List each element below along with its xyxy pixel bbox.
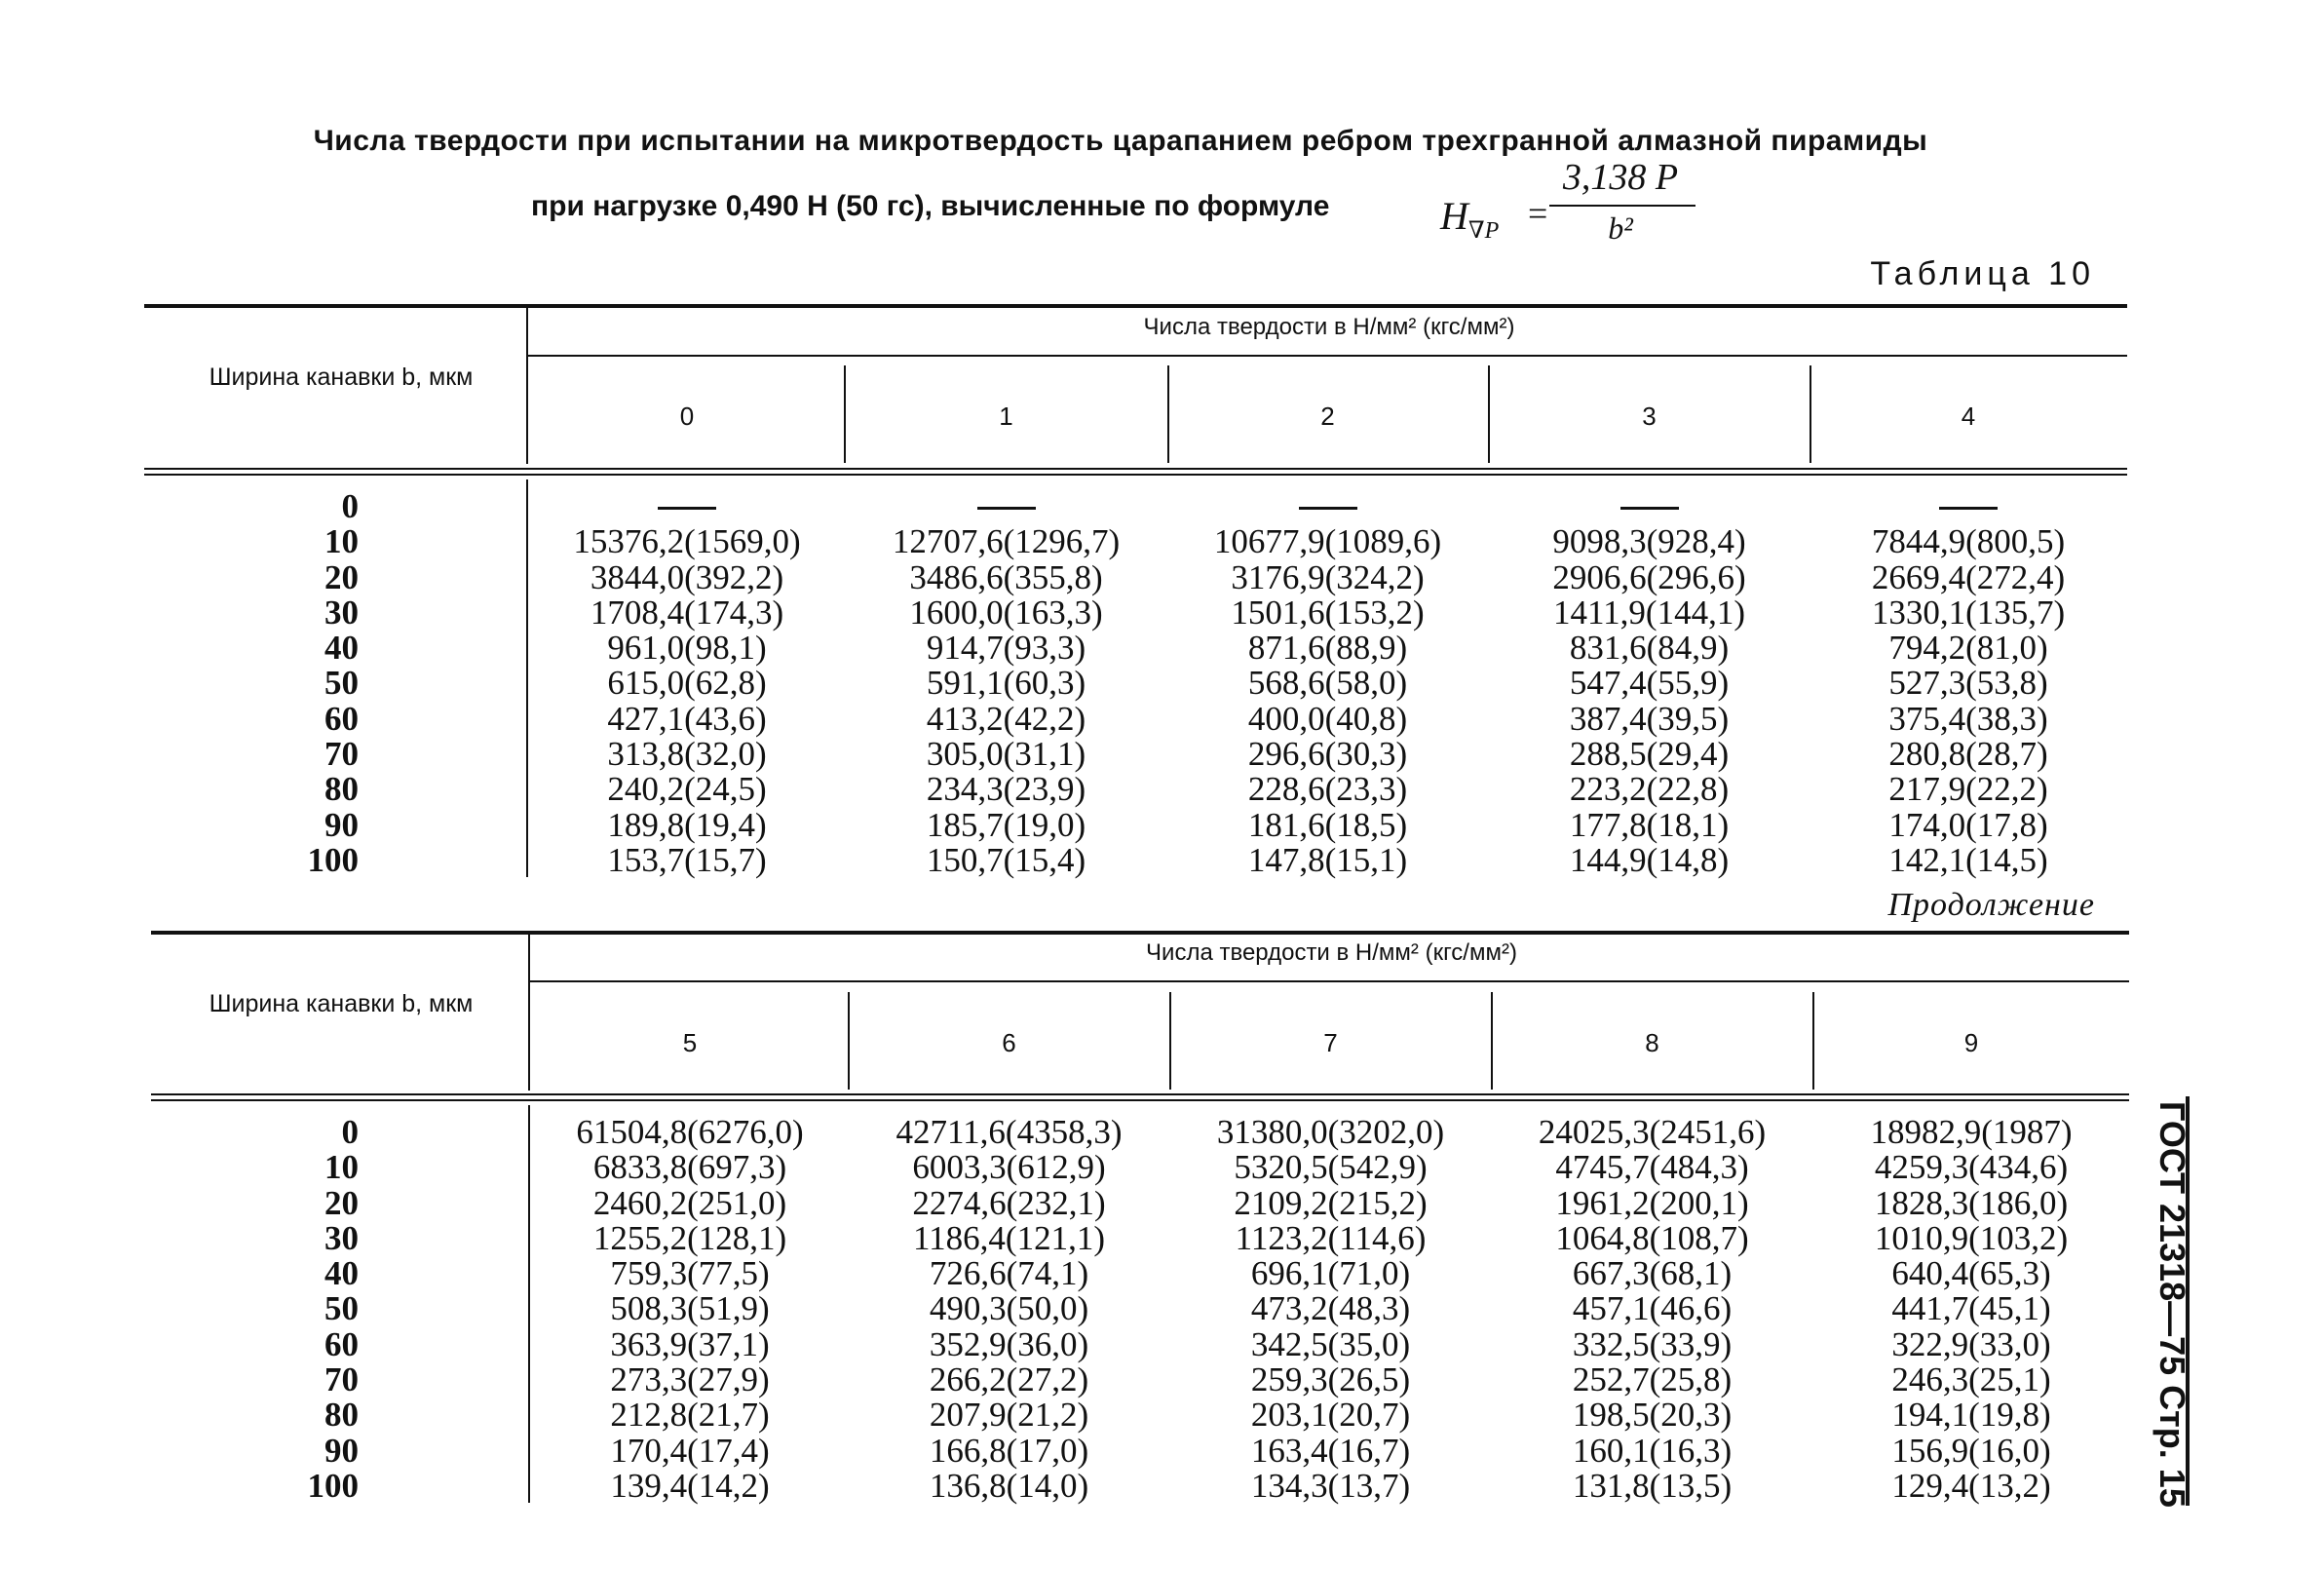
table-cell: 223,2(22,8) xyxy=(1569,770,1730,809)
table2-col-divider xyxy=(848,992,850,1090)
table-cell: 2109,2(215,2) xyxy=(1234,1183,1428,1222)
table-cell: 322,9(33,0) xyxy=(1891,1324,2051,1363)
table-cell: 203,1(20,7) xyxy=(1250,1396,1411,1435)
row-label: 100 xyxy=(307,1466,359,1505)
table1-header-rule xyxy=(144,468,2127,470)
formula-subscript: ∇P xyxy=(1467,218,1500,244)
table-cell: 726,6(74,1) xyxy=(929,1254,1089,1293)
table-cell: 413,2(42,2) xyxy=(926,699,1086,738)
table-cell: 831,6(84,9) xyxy=(1569,629,1730,668)
row-label: 80 xyxy=(324,770,359,809)
table-cell: 1961,2(200,1) xyxy=(1555,1183,1749,1222)
table2-col-divider xyxy=(1491,992,1493,1090)
table-cell: 61504,8(6276,0) xyxy=(576,1113,804,1151)
table1-header-rule xyxy=(144,474,2127,476)
table-cell: 207,9(21,2) xyxy=(929,1396,1089,1435)
table-cell: 131,8(13,5) xyxy=(1572,1466,1733,1505)
table-cell: 129,4(13,2) xyxy=(1891,1466,2051,1505)
table-cell: 7844,9(800,5) xyxy=(1871,522,2066,561)
row-label: 40 xyxy=(324,1254,359,1293)
table2-top-rule xyxy=(151,931,2129,935)
table-cell: 527,3(53,8) xyxy=(1888,664,2048,703)
table2-col-divider xyxy=(1812,992,1814,1090)
table-cell: 142,1(14,5) xyxy=(1888,840,2048,879)
table1-col-divider xyxy=(844,365,846,463)
table2-col-header: 7 xyxy=(1323,1028,1338,1057)
table-number: Таблица 10 xyxy=(1870,255,2095,292)
table-cell: 234,3(23,9) xyxy=(926,770,1086,809)
table-cell: 228,6(23,3) xyxy=(1247,770,1408,809)
table1-data-column xyxy=(1169,489,1486,878)
row-label: 100 xyxy=(307,840,359,879)
table-cell: 10677,9(1089,6) xyxy=(1213,522,1442,561)
table1-stub-divider xyxy=(526,306,528,464)
table-cell: 473,2(48,3) xyxy=(1250,1289,1411,1328)
page-subtitle: при нагрузке 0,490 Н (50 гс), вычисленные по формуле xyxy=(531,190,1330,222)
table-cell: 9098,3(928,4) xyxy=(1552,522,1746,561)
table-cell: 212,8(21,7) xyxy=(610,1396,770,1435)
table1-col-header: 0 xyxy=(679,402,695,431)
row-label: 30 xyxy=(324,1218,359,1257)
table2-data-column xyxy=(1172,1115,1489,1504)
table-cell: 177,8(18,1) xyxy=(1569,805,1730,844)
table1-data-column xyxy=(531,489,843,878)
table-cell: 696,1(71,0) xyxy=(1250,1254,1411,1293)
row-label: 90 xyxy=(324,805,359,844)
table-cell: 794,2(81,0) xyxy=(1888,629,2048,668)
table2-data-column xyxy=(1494,1115,1810,1504)
table-cell: 1600,0(163,3) xyxy=(909,593,1103,632)
table1-col-divider xyxy=(1810,365,1811,463)
table-cell: 1255,2(128,1) xyxy=(592,1218,787,1257)
table-cell: 2669,4(272,4) xyxy=(1871,557,2066,596)
table1-stub-divider-body xyxy=(526,479,528,877)
table1-col-header: 2 xyxy=(1320,402,1335,431)
row-label: 20 xyxy=(324,1183,359,1222)
table1-data-column xyxy=(1491,489,1808,878)
table2-data-column xyxy=(1815,1115,2127,1504)
table1-col-header: 3 xyxy=(1642,402,1657,431)
table-cell: 1186,4(121,1) xyxy=(912,1218,1105,1257)
table-cell: 181,6(18,5) xyxy=(1247,805,1408,844)
table-cell: 174,0(17,8) xyxy=(1888,805,2048,844)
table1-group-header: Числа твердости в Н/мм² (кгс/мм²) xyxy=(1143,314,1515,340)
table1-top-rule xyxy=(144,304,2127,308)
table-cell: 160,1(16,3) xyxy=(1572,1431,1733,1470)
row-label: 50 xyxy=(324,664,359,703)
table-cell: 457,1(46,6) xyxy=(1572,1289,1733,1328)
table-cell: 871,6(88,9) xyxy=(1247,629,1408,668)
table-cell: 508,3(51,9) xyxy=(610,1289,770,1328)
table-cell: 288,5(29,4) xyxy=(1569,735,1730,774)
table-cell: 3844,0(392,2) xyxy=(590,557,784,596)
table-cell: 240,2(24,5) xyxy=(607,770,767,809)
table-cell: 139,4(14,2) xyxy=(610,1466,770,1505)
table2-stub-divider-body xyxy=(528,1105,530,1503)
table-cell: 147,8(15,1) xyxy=(1247,840,1408,879)
table1-col-header: 1 xyxy=(999,402,1013,431)
formula-symbol: H xyxy=(1440,194,1468,238)
table-cell: 280,8(28,7) xyxy=(1888,735,2048,774)
table-cell: 259,3(26,5) xyxy=(1250,1360,1411,1399)
table-cell: 427,1(43,6) xyxy=(607,699,767,738)
table-cell: 2906,6(296,6) xyxy=(1552,557,1746,596)
table-cell: 305,0(31,1) xyxy=(926,735,1086,774)
table-cell: 31380,0(3202,0) xyxy=(1216,1113,1445,1151)
row-label: 40 xyxy=(324,629,359,668)
table2-row-header: Ширина канавки b, мкм xyxy=(209,990,474,1017)
table-cell: 961,0(98,1) xyxy=(607,629,767,668)
table2-data-column xyxy=(851,1115,1167,1504)
table2-group-header: Числа твердости в Н/мм² (кгс/мм²) xyxy=(1146,939,1517,966)
table-cell: 4259,3(434,6) xyxy=(1874,1148,2069,1187)
table-cell xyxy=(848,489,1164,524)
table-cell: 2460,2(251,0) xyxy=(592,1183,787,1222)
table-cell: 342,5(35,0) xyxy=(1250,1324,1411,1363)
formula-denominator: b² xyxy=(1608,211,1633,246)
table-cell: 490,3(50,0) xyxy=(929,1289,1089,1328)
row-label: 20 xyxy=(324,557,359,596)
table-cell: 6833,8(697,3) xyxy=(592,1148,787,1187)
table2-col-header: 8 xyxy=(1645,1028,1659,1057)
table2-data-column xyxy=(534,1115,846,1504)
table-cell: 1501,6(153,2) xyxy=(1231,593,1425,632)
row-label: 70 xyxy=(324,1360,359,1399)
table-cell: 313,8(32,0) xyxy=(607,735,767,774)
row-label: 10 xyxy=(324,1148,359,1187)
table-cell xyxy=(1169,489,1486,524)
formula-equals: = xyxy=(1528,194,1548,233)
table-cell: 246,3(25,1) xyxy=(1891,1360,2051,1399)
table-cell: 134,3(13,7) xyxy=(1250,1466,1411,1505)
table-cell: 150,7(15,4) xyxy=(926,840,1086,879)
table-cell: 273,3(27,9) xyxy=(610,1360,770,1399)
table-cell: 547,4(55,9) xyxy=(1569,664,1730,703)
table-cell: 400,0(40,8) xyxy=(1247,699,1408,738)
table-cell: 163,4(16,7) xyxy=(1250,1431,1411,1470)
table-cell: 1708,4(174,3) xyxy=(590,593,784,632)
table1-row-header: Ширина канавки b, мкм xyxy=(209,364,474,391)
table-cell: 185,7(19,0) xyxy=(926,805,1086,844)
table-cell: 296,6(30,3) xyxy=(1247,735,1408,774)
table-cell: 363,9(37,1) xyxy=(610,1324,770,1363)
row-label: 70 xyxy=(324,735,359,774)
table-cell: 153,7(15,7) xyxy=(607,840,767,879)
table-cell: 217,9(22,2) xyxy=(1888,770,2048,809)
table-cell: 1123,2(114,6) xyxy=(1235,1218,1427,1257)
table-cell: 136,8(14,0) xyxy=(929,1466,1089,1505)
row-label: 60 xyxy=(324,1324,359,1363)
continuation-label: Продолжение xyxy=(1887,887,2095,923)
table-cell: 266,2(27,2) xyxy=(929,1360,1089,1399)
table-cell: 166,8(17,0) xyxy=(929,1431,1089,1470)
table-cell: 1411,9(144,1) xyxy=(1552,593,1745,632)
table-cell: 252,7(25,8) xyxy=(1572,1360,1733,1399)
table-cell: 591,1(60,3) xyxy=(926,664,1086,703)
table1-data-column xyxy=(1812,489,2124,878)
formula-lhs xyxy=(1440,193,1499,245)
table2-row-labels xyxy=(261,1115,359,1504)
table-cell: 24025,3(2451,6) xyxy=(1538,1113,1767,1151)
table-cell: 15376,2(1569,0) xyxy=(573,522,801,561)
row-label: 50 xyxy=(324,1289,359,1328)
table-cell: 914,7(93,3) xyxy=(926,629,1086,668)
table-cell: 375,4(38,3) xyxy=(1888,699,2048,738)
table-cell: 194,1(19,8) xyxy=(1891,1396,2051,1435)
table1-col-divider xyxy=(1488,365,1490,463)
table-cell: 568,6(58,0) xyxy=(1247,664,1408,703)
page-side-note: ГОСТ 21318—75 Стр. 15 xyxy=(2153,1101,2192,1508)
table2-col-header: 9 xyxy=(1963,1028,1979,1057)
table-cell: 3486,6(355,8) xyxy=(909,557,1103,596)
row-label: 0 xyxy=(341,1113,359,1151)
table-cell: 759,3(77,5) xyxy=(610,1254,770,1293)
table2-col-header: 6 xyxy=(1002,1028,1016,1057)
table-cell: 332,5(33,9) xyxy=(1572,1324,1733,1363)
table-cell xyxy=(1812,489,2124,524)
page-title: Числа твердости при испытании на микротвердость царапанием ребром трехгранной алмазной пирамиды xyxy=(313,125,1928,157)
formula-numerator: 3,138 P xyxy=(1562,157,1679,198)
table-cell: 6003,3(612,9) xyxy=(912,1148,1106,1187)
table-cell: 144,9(14,8) xyxy=(1569,840,1730,879)
table-cell xyxy=(1491,489,1808,524)
table-cell: 640,4(65,3) xyxy=(1891,1254,2051,1293)
table2-header-rule xyxy=(151,1099,2129,1101)
table-cell: 1064,8(108,7) xyxy=(1555,1218,1749,1257)
row-label: 80 xyxy=(324,1396,359,1435)
table-cell: 1828,3(186,0) xyxy=(1874,1183,2069,1222)
table2-col-divider xyxy=(1169,992,1171,1090)
table-cell: 18982,9(1987) xyxy=(1870,1113,2073,1151)
table-cell: 3176,9(324,2) xyxy=(1231,557,1425,596)
row-label: 0 xyxy=(341,487,359,525)
row-label: 60 xyxy=(324,699,359,738)
row-label: 30 xyxy=(324,593,359,632)
table-cell: 1330,1(135,7) xyxy=(1871,593,2066,632)
table-cell: 2274,6(232,1) xyxy=(912,1183,1106,1222)
table-cell: 170,4(17,4) xyxy=(610,1431,770,1470)
table-cell: 615,0(62,8) xyxy=(607,664,767,703)
table-cell: 667,3(68,1) xyxy=(1572,1254,1733,1293)
table-cell: 12707,6(1296,7) xyxy=(892,522,1121,561)
table-cell: 198,5(20,3) xyxy=(1572,1396,1733,1435)
hardness-formula xyxy=(1440,154,1723,261)
table-cell: 4745,7(484,3) xyxy=(1555,1148,1749,1187)
table2-col-header: 5 xyxy=(682,1028,698,1057)
table1-col-header: 4 xyxy=(1961,402,1976,431)
row-label: 10 xyxy=(324,522,359,561)
table-cell: 352,9(36,0) xyxy=(929,1324,1089,1363)
table-cell: 387,4(39,5) xyxy=(1569,699,1730,738)
table2-header-rule xyxy=(151,1093,2129,1095)
table-cell: 5320,5(542,9) xyxy=(1234,1148,1428,1187)
table-cell: 189,8(19,4) xyxy=(607,805,767,844)
table-cell xyxy=(531,489,843,524)
table-cell: 441,7(45,1) xyxy=(1891,1289,2051,1328)
table-cell: 42711,6(4358,3) xyxy=(895,1113,1123,1151)
table1-group-rule xyxy=(528,355,2127,357)
row-label: 90 xyxy=(324,1431,359,1470)
table2-group-rule xyxy=(530,980,2129,982)
formula-fraction-bar xyxy=(1549,205,1695,207)
table-cell: 156,9(16,0) xyxy=(1891,1431,2051,1470)
table1-data-column xyxy=(848,489,1164,878)
table1-row-labels xyxy=(261,489,359,878)
table2-stub-divider xyxy=(528,933,530,1091)
table-cell: 1010,9(103,2) xyxy=(1874,1218,2069,1257)
